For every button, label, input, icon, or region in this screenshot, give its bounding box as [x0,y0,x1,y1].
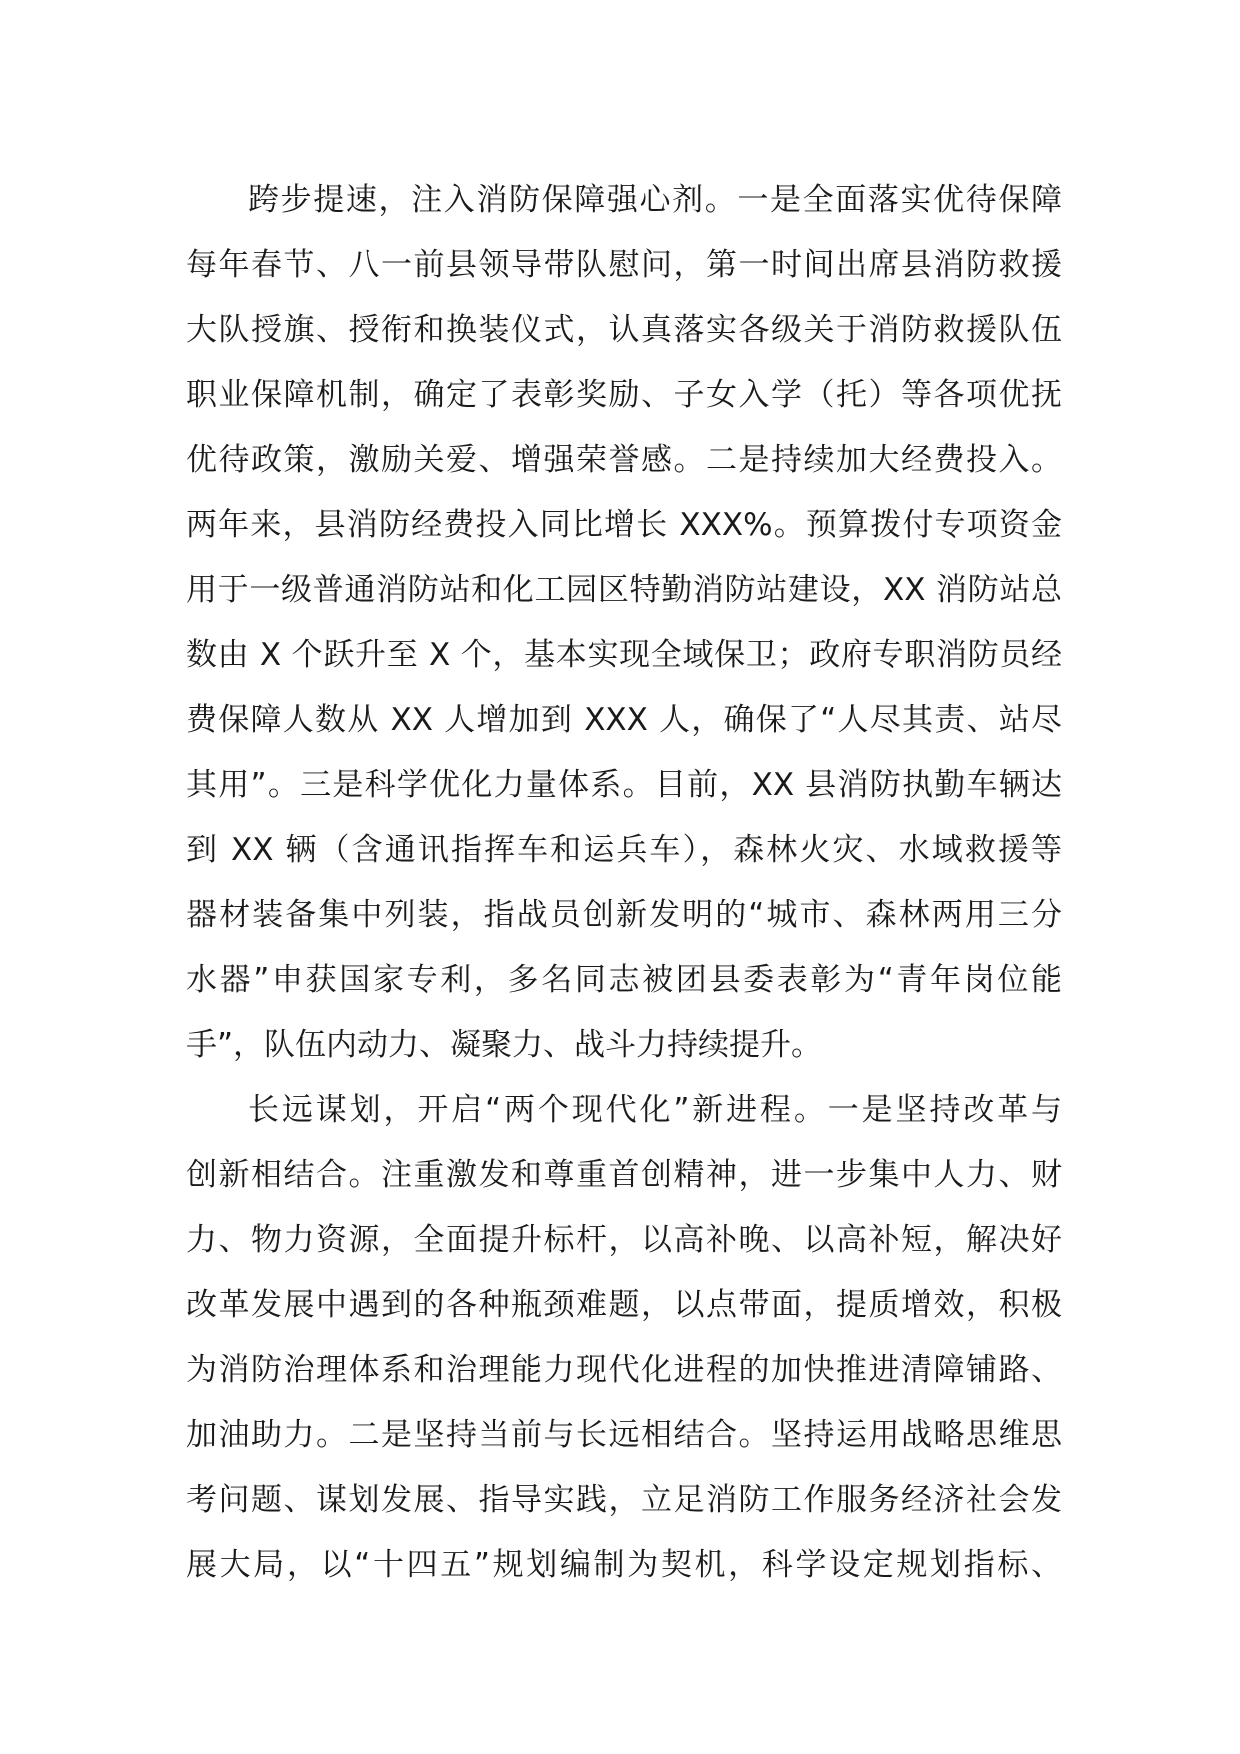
paragraph-1-line-2: 每年春节、八一前县领导带队慰问，第一时间出席县消防救援 [186,247,1062,283]
paragraph-1-line-3: 大队授旗、授衔和换装仪式，认真落实各级关于消防救援队伍 [186,312,1062,348]
paragraph-1-line-6: 两年来，县消防经费投入同比增长 XXX%。预算拨付专项资金 [186,507,1062,543]
paragraph-1-line-4: 职业保障机制，确定了表彰奖励、子女入学（托）等各项优抚 [186,377,1062,413]
paragraph-2-line-6: 加油助力。二是坚持当前与长远相结合。坚持运用战略思维思 [186,1417,1062,1453]
paragraph-1-line-13: 水器”申获国家专利，多名同志被团县委表彰为“青年岗位能 [186,962,1062,998]
paragraph-1-line-10: 其用”。三是科学优化力量体系。目前，XX 县消防执勤车辆达 [186,767,1062,803]
paragraph-2-line-3: 力、物力资源，全面提升标杆，以高补晚、以高补短，解决好 [186,1222,1062,1258]
paragraph-2-line-2: 创新相结合。注重激发和尊重首创精神，进一步集中人力、财 [186,1157,1062,1193]
paragraph-1-line-12: 器材装备集中列装，指战员创新发明的“城市、森林两用三分 [186,897,1062,933]
paragraph-2-line-1: 长远谋划，开启“两个现代化”新进程。一是坚持改革与 [248,1092,1062,1128]
paragraph-1-line-9: 费保障人数从 XX 人增加到 XXX 人，确保了“人尽其责、站尽 [186,702,1062,738]
paragraph-1-line-5: 优待政策，激励关爱、增强荣誉感。二是持续加大经费投入。 [186,442,1062,478]
paragraph-1-line-11: 到 XX 辆（含通讯指挥车和运兵车），森林火灾、水域救援等 [186,832,1062,868]
paragraph-1-line-1: 跨步提速，注入消防保障强心剂。一是全面落实优待保障 [248,182,1062,218]
paragraph-1-line-8: 数由 X 个跃升至 X 个，基本实现全域保卫；政府专职消防员经 [186,637,1062,673]
paragraph-2-line-5: 为消防治理体系和治理能力现代化进程的加快推进清障铺路、 [186,1352,1062,1388]
paragraph-2-line-7: 考问题、谋划发展、指导实践，立足消防工作服务经济社会发 [186,1482,1062,1518]
paragraph-2-line-4: 改革发展中遇到的各种瓶颈难题，以点带面，提质增效，积极 [186,1287,1062,1323]
paragraph-2-line-8: 展大局，以“十四五”规划编制为契机，科学设定规划指标、 [186,1547,1062,1583]
body-text [186,168,1062,1598]
paragraph-1-line-14: 手”，队伍内动力、凝聚力、战斗力持续提升。 [186,1027,823,1063]
paragraph-1-line-7: 用于一级普通消防站和化工园区特勤消防站建设，XX 消防站总 [186,572,1062,608]
